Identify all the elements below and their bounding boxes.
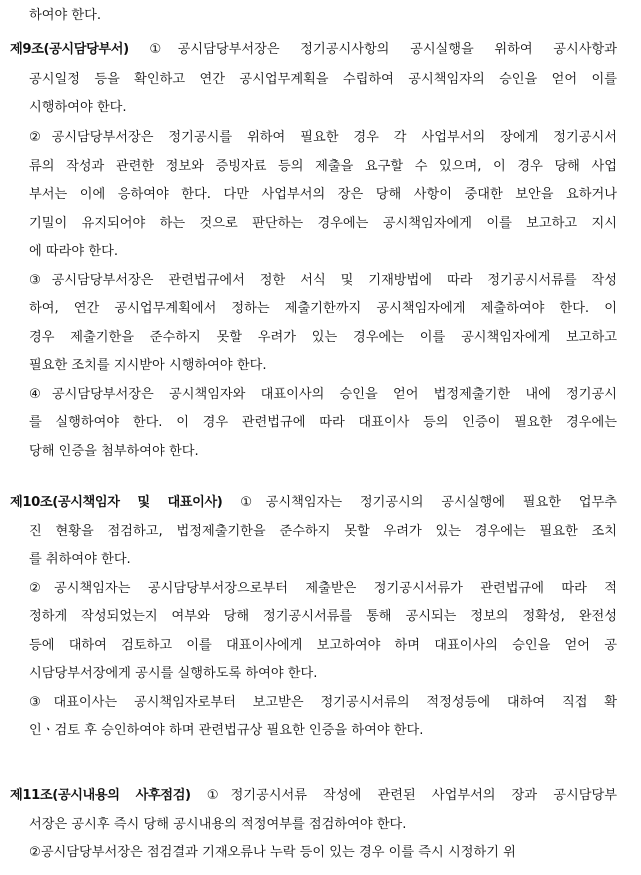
paragraph-line — [29, 577, 617, 601]
paragraph-line — [29, 605, 617, 629]
line-text: ①공시책임자는 정기공시의 공시실행에 필요한 업무추 — [222, 495, 617, 510]
paragraph-line — [29, 126, 617, 150]
line-text: 기밀이 유지되어야 하는 것으로 판단하는 경우에는 공시책임자에게 이를 보고하고 지시 — [29, 216, 617, 231]
paragraph-line — [29, 662, 317, 686]
paragraph-line — [29, 68, 617, 92]
line-text: ①공시담당부서장은 정기공시사항의 공시실행을 위하여 공시사항과 — [128, 42, 617, 57]
paragraph-line — [29, 240, 118, 264]
line-text: 에 따라야 한다. — [29, 244, 119, 259]
paragraph-line — [29, 183, 617, 207]
article-first-line — [10, 784, 617, 808]
paragraph-line — [29, 841, 516, 865]
line-text: 등에 대하여 검토하고 이를 대표이사에게 보고하여야 하며 대표이사의 승인을 얻어 공 — [29, 638, 617, 653]
article-heading: 제10조(공시책임자 및 대표이사) — [10, 495, 223, 510]
article-first-line — [10, 38, 617, 62]
line-text: 인ㆍ검토 후 승인하여야 하며 관련법규상 필요한 인증을 하여야 한다. — [29, 723, 424, 738]
article-heading: 제9조(공시담당부서) — [10, 42, 129, 57]
paragraph-line — [29, 354, 267, 378]
paragraph-line — [29, 813, 407, 837]
paragraph-line — [29, 326, 617, 350]
line-text: ①정기공시서류 작성에 관련된 사업부서의 장과 공시담당부 — [190, 788, 617, 803]
line-text: 부서는 이에 응하여야 한다. 다만 사업부서의 장은 당해 사항이 중대한 보안을 요하거나 — [29, 187, 617, 202]
paragraph-line — [29, 212, 617, 236]
line-text: 서장은 공시후 즉시 당해 공시내용의 적정여부를 점검하여야 한다. — [29, 817, 407, 832]
paragraph-line — [29, 691, 617, 715]
paragraph-line — [29, 440, 199, 464]
line-text: ③대표이사는 공시책임자로부터 보고받은 정기공시서류의 적정성등에 대하여 직접 확 — [29, 695, 617, 710]
line-text: 필요한 조치를 지시받아 시행하여야 한다. — [29, 358, 267, 373]
line-text: ③공시담당부서장은 관련법규에서 정한 서식 및 기재방법에 따라 정기공시서류를 작성 — [29, 273, 617, 288]
line-text: 당해 인증을 첨부하여야 한다. — [29, 444, 199, 459]
line-text: ②공시담당부서장은 정기공시를 위하여 필요한 경우 각 사업부서의 장에게 정기공시서 — [29, 130, 617, 145]
line-text: ②공시담당부서장은 점검결과 기재오류나 누락 등이 있는 경우 이를 즉시 시정하기 위 — [29, 845, 516, 860]
article-heading: 제11조(공시내용의 사후점검) — [10, 788, 191, 803]
line-text: 하여, 연간 공시업무계획에서 정하는 제출기한까지 공시책임자에게 제출하여야 한다. 이 — [29, 301, 617, 316]
line-text: 정하게 작성되었는지 여부와 당해 정기공시서류를 통해 공시되는 정보의 정확성, 완전성 — [29, 609, 617, 624]
line-text: ④공시담당부서장은 공시책임자와 대표이사의 승인을 얻어 법정제출기한 내에 정기공시 — [29, 387, 617, 402]
paragraph-line — [29, 634, 617, 658]
line-text: 시행하여야 한다. — [29, 100, 127, 115]
paragraph-line — [29, 96, 127, 120]
line-text: 공시일정 등을 확인하고 연간 공시업무계획을 수립하여 공시책임자의 승인을 얻어 이를 — [29, 72, 617, 87]
line-text: ②공시책임자는 공시담당부서장으로부터 제출받은 정기공시서류가 관련법규에 따라 적 — [29, 581, 617, 596]
line-text: 류의 작성과 관련한 정보와 증빙자료 등의 제출을 요구할 수 있으며, 이 경우 당해 사업 — [29, 159, 617, 174]
intro-tail-line: 하여야 한다. — [29, 8, 102, 23]
paragraph-line — [29, 383, 617, 407]
paragraph-line — [29, 719, 423, 743]
line-text: 경우 제출기한을 준수하지 못할 우려가 있는 경우에는 이를 공시책임자에게 보고하고 — [29, 330, 617, 345]
paragraph-line — [29, 411, 617, 435]
line-text: 진 현황을 점검하고, 법정제출기한을 준수하지 못할 우려가 있는 경우에는 필요한 조치 — [29, 524, 617, 539]
article-first-line — [10, 491, 617, 515]
paragraph-line — [29, 548, 131, 572]
line-text: 를 실행하여야 한다. 이 경우 관련법규에 따라 대표이사 등의 인증이 필요한 경우에는 — [29, 415, 617, 430]
line-text: 시담당부서장에게 공시를 실행하도록 하여야 한다. — [29, 666, 318, 681]
paragraph-line — [29, 269, 617, 293]
line-text: 를 취하여야 한다. — [29, 552, 131, 567]
paragraph-line — [29, 520, 617, 544]
paragraph-line — [29, 155, 617, 179]
paragraph-line — [29, 297, 617, 321]
